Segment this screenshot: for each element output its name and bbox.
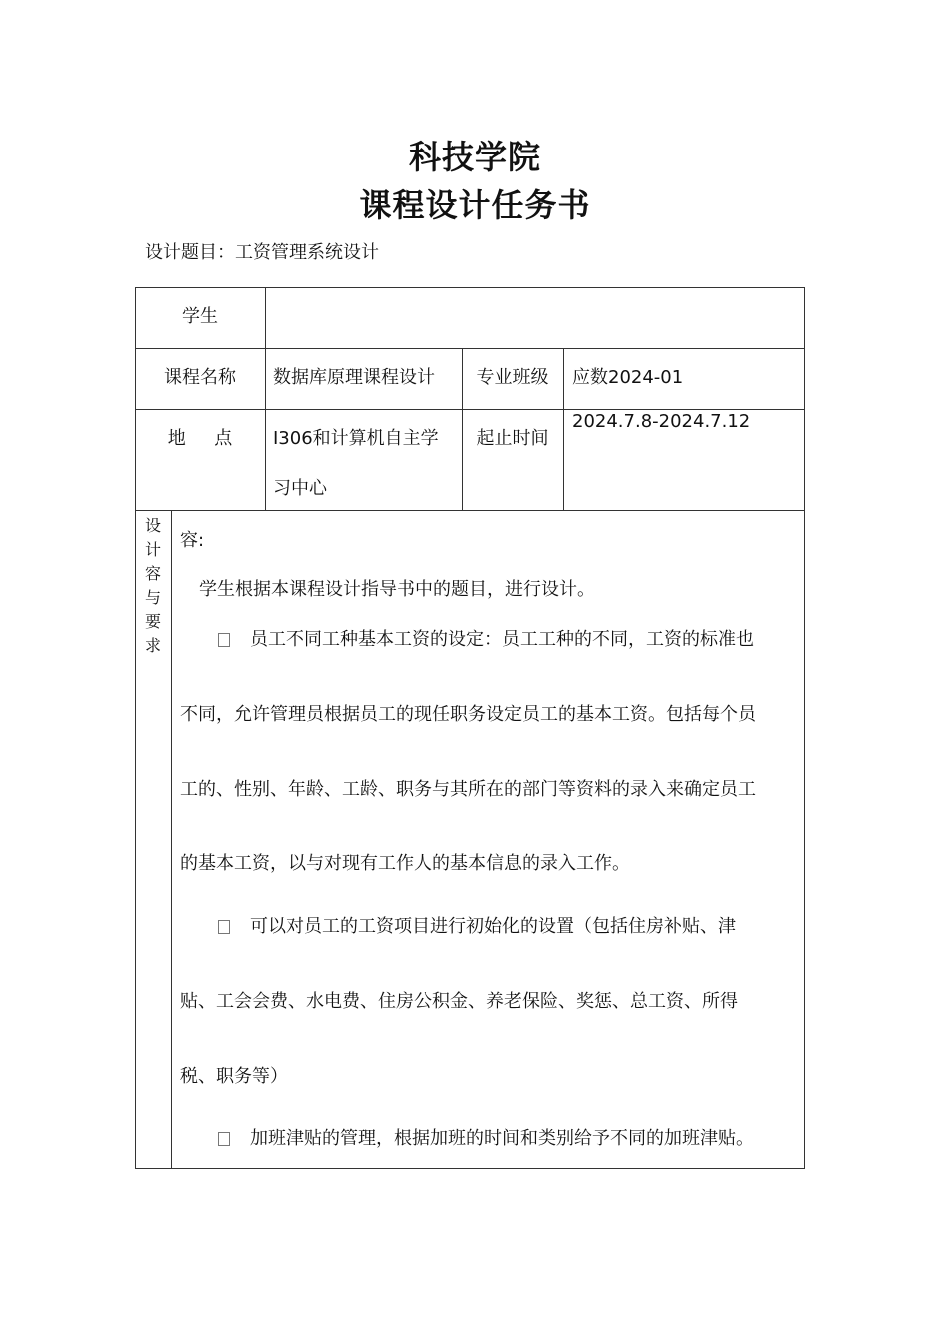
list-item-continuation: 税、职务等）: [180, 1066, 288, 1087]
list-item-continuation: 的基本工资，以与对现有工作人的基本信息的录入工作。: [180, 853, 630, 874]
bullet-icon: [218, 633, 230, 647]
list-item-continuation: 工的、性别、年龄、工龄、职务与其所在的部门等资料的录入来确定员工: [180, 779, 756, 800]
course-name-value: 数据库原理课程设计: [273, 367, 435, 388]
list-item-continuation: 不同，允许管理员根据员工的现任职务设定员工的基本工资。包括每个员: [180, 704, 756, 725]
bullet-icon: [218, 1132, 230, 1146]
time-label: 起止时间: [476, 428, 549, 449]
req-label-char: 要: [144, 612, 161, 631]
col-divider: [265, 287, 266, 510]
place-value-line2: 习中心: [273, 478, 327, 499]
requirements-label: [142, 514, 164, 658]
req-label-char: 与: [144, 588, 161, 607]
row-divider: [135, 510, 805, 511]
row-divider: [135, 348, 805, 349]
class-value: 应数2024-01: [572, 367, 684, 388]
list-item-continuation: 贴、工会会费、水电费、住房公积金、养老保险、奖惩、总工资、所得: [180, 991, 738, 1012]
course-name-label: 课程名称: [164, 367, 236, 388]
req-label-char: 容: [144, 564, 161, 583]
req-label-char: 计: [144, 540, 161, 559]
class-label: 专业班级: [476, 367, 549, 388]
bullet-icon: [218, 920, 230, 934]
document-title: 课程设计任务书: [359, 186, 591, 224]
time-value: 2024.7.8-2024.7.12: [572, 411, 751, 432]
req-label-char: 设: [144, 516, 161, 535]
list-item: 员工不同工种基本工资的设定：员工工种的不同，工资的标准也: [218, 625, 754, 651]
list-item: 加班津贴的管理，根据加班的时间和类别给予不同的加班津贴。: [218, 1124, 754, 1150]
place-label: 地 点: [167, 428, 233, 449]
design-topic: 设计题目：工资管理系统设计: [145, 242, 379, 263]
col-divider: [171, 510, 172, 1169]
place-value-line1: I306和计算机自主学: [273, 428, 439, 449]
list-item: 可以对员工的工资项目进行初始化的设置（包括住房补贴、津: [218, 912, 736, 938]
col-divider: [563, 348, 564, 510]
content-intro: 学生根据本课程设计指导书中的题目，进行设计。: [199, 579, 595, 600]
content-heading: 容:: [180, 530, 205, 551]
student-label: 学生: [182, 306, 218, 327]
institution-title: 科技学院: [408, 138, 541, 176]
row-divider: [135, 409, 805, 410]
req-label-char: 求: [144, 636, 161, 655]
